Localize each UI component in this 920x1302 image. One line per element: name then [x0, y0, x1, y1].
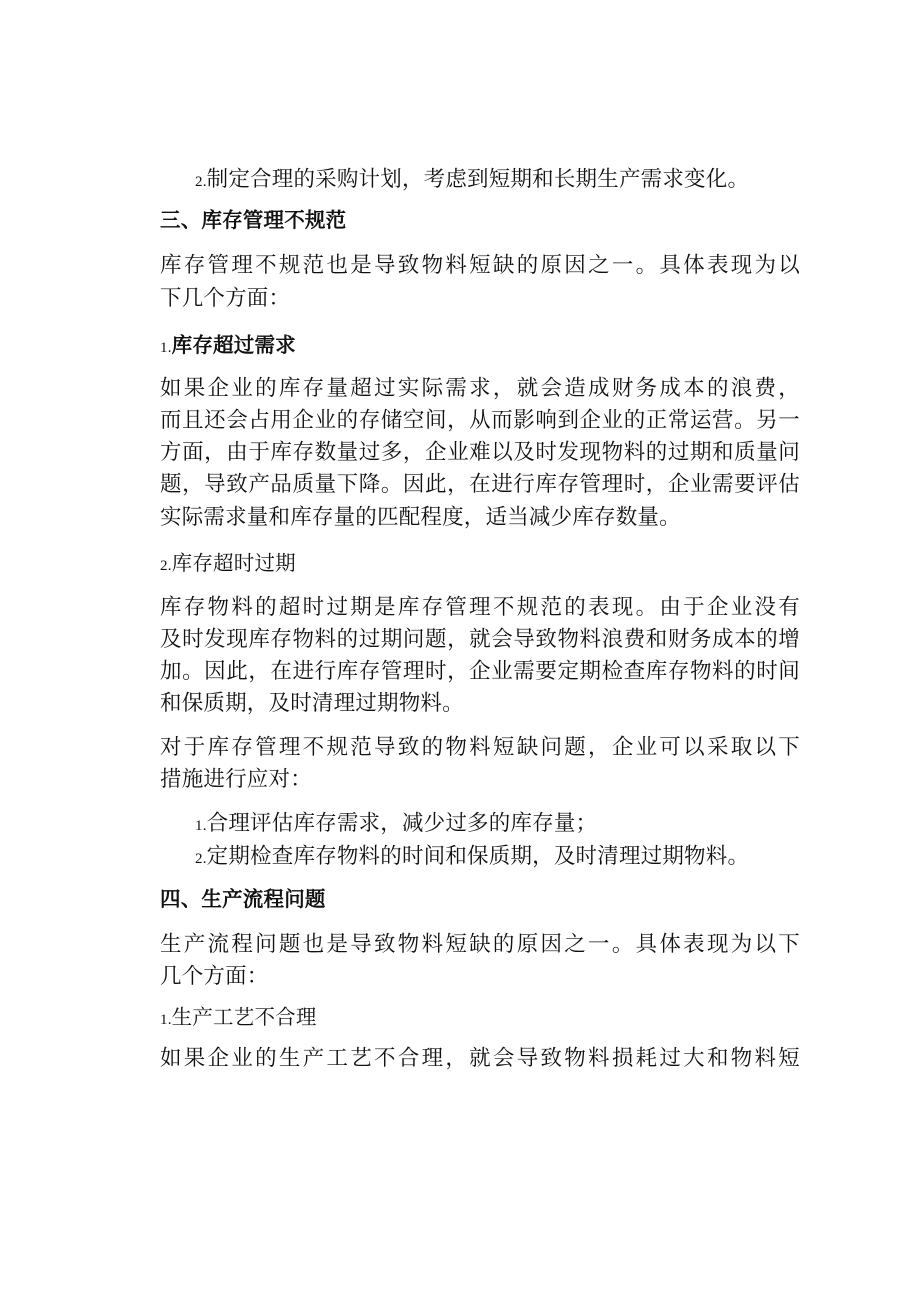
list-item-measure-1 [195, 808, 835, 842]
subheading-4-1 [160, 1002, 800, 1036]
paragraph-line: 和保质期，及时清理过期物料。 [160, 691, 464, 716]
subheading-3-2 [160, 548, 800, 582]
paragraph-line: 方面，由于库存数量过多，企业难以及时发现物料的过期和质量问 [160, 440, 800, 465]
list-number: 1. [195, 818, 207, 834]
subheading-text: 生产工艺不合理 [171, 1005, 317, 1029]
list-item-text: 定期检查库存物料的时间和保质期，及时清理过期物料。 [206, 844, 750, 869]
paragraph-line: 库存物料的超时过期是库存管理不规范的表现。由于企业没有 [160, 595, 800, 620]
paragraph-line: 而且还会占用企业的存储空间，从而影响到企业的正常运营。另一 [160, 408, 800, 433]
list-item-text: 合理评估库存需求，减少过多的库存量； [206, 811, 598, 836]
paragraph-line: 下几个方面： [160, 286, 291, 311]
subheading-text: 库存超过需求 [171, 333, 296, 357]
subheading-3-1 [160, 330, 800, 364]
subheading-number: 1. [160, 1012, 172, 1028]
list-item-measure-2 [195, 841, 835, 875]
list-item-procurement-plan [195, 164, 835, 198]
list-number: 2. [195, 851, 207, 867]
section-heading-3: 三、库存管理不规范 [160, 208, 347, 232]
list-number: 2. [195, 174, 207, 190]
paragraph-line: 生产流程问题也是导致物料短缺的原因之一。具体表现为以下 [160, 932, 800, 957]
paragraph-line: 库存管理不规范也是导致物料短缺的原因之一。具体表现为以 [160, 253, 800, 278]
paragraph-line: 措施进行应对： [160, 767, 312, 792]
section-heading-4: 四、生产流程问题 [160, 887, 326, 911]
subheading-text: 库存超时过期 [171, 551, 296, 575]
paragraph-line: 对于库存管理不规范导致的物料短缺问题，企业可以采取以下 [160, 735, 800, 760]
list-item-text: 制定合理的采购计划，考虑到短期和长期生产需求变化。 [206, 167, 750, 192]
paragraph-line: 几个方面： [160, 964, 269, 989]
subheading-number: 2. [160, 558, 172, 574]
paragraph-line: 如果企业的库存量超过实际需求，就会造成财务成本的浪费， [160, 376, 800, 401]
subheading-number: 1. [160, 340, 172, 356]
paragraph-line: 实际需求量和库存量的匹配程度，适当减少库存数量。 [160, 505, 681, 530]
paragraph-line: 如果企业的生产工艺不合理，就会导致物料损耗过大和物料短 [160, 1046, 800, 1071]
paragraph-line: 题，导致产品质量下降。因此，在进行库存管理时，企业需要评估 [160, 472, 800, 497]
paragraph-line: 及时发现库存物料的过期问题，就会导致物料浪费和财务成本的增 [160, 627, 800, 652]
paragraph-line: 加。因此，在进行库存管理时，企业需要定期检查库存物料的时间 [160, 659, 800, 684]
